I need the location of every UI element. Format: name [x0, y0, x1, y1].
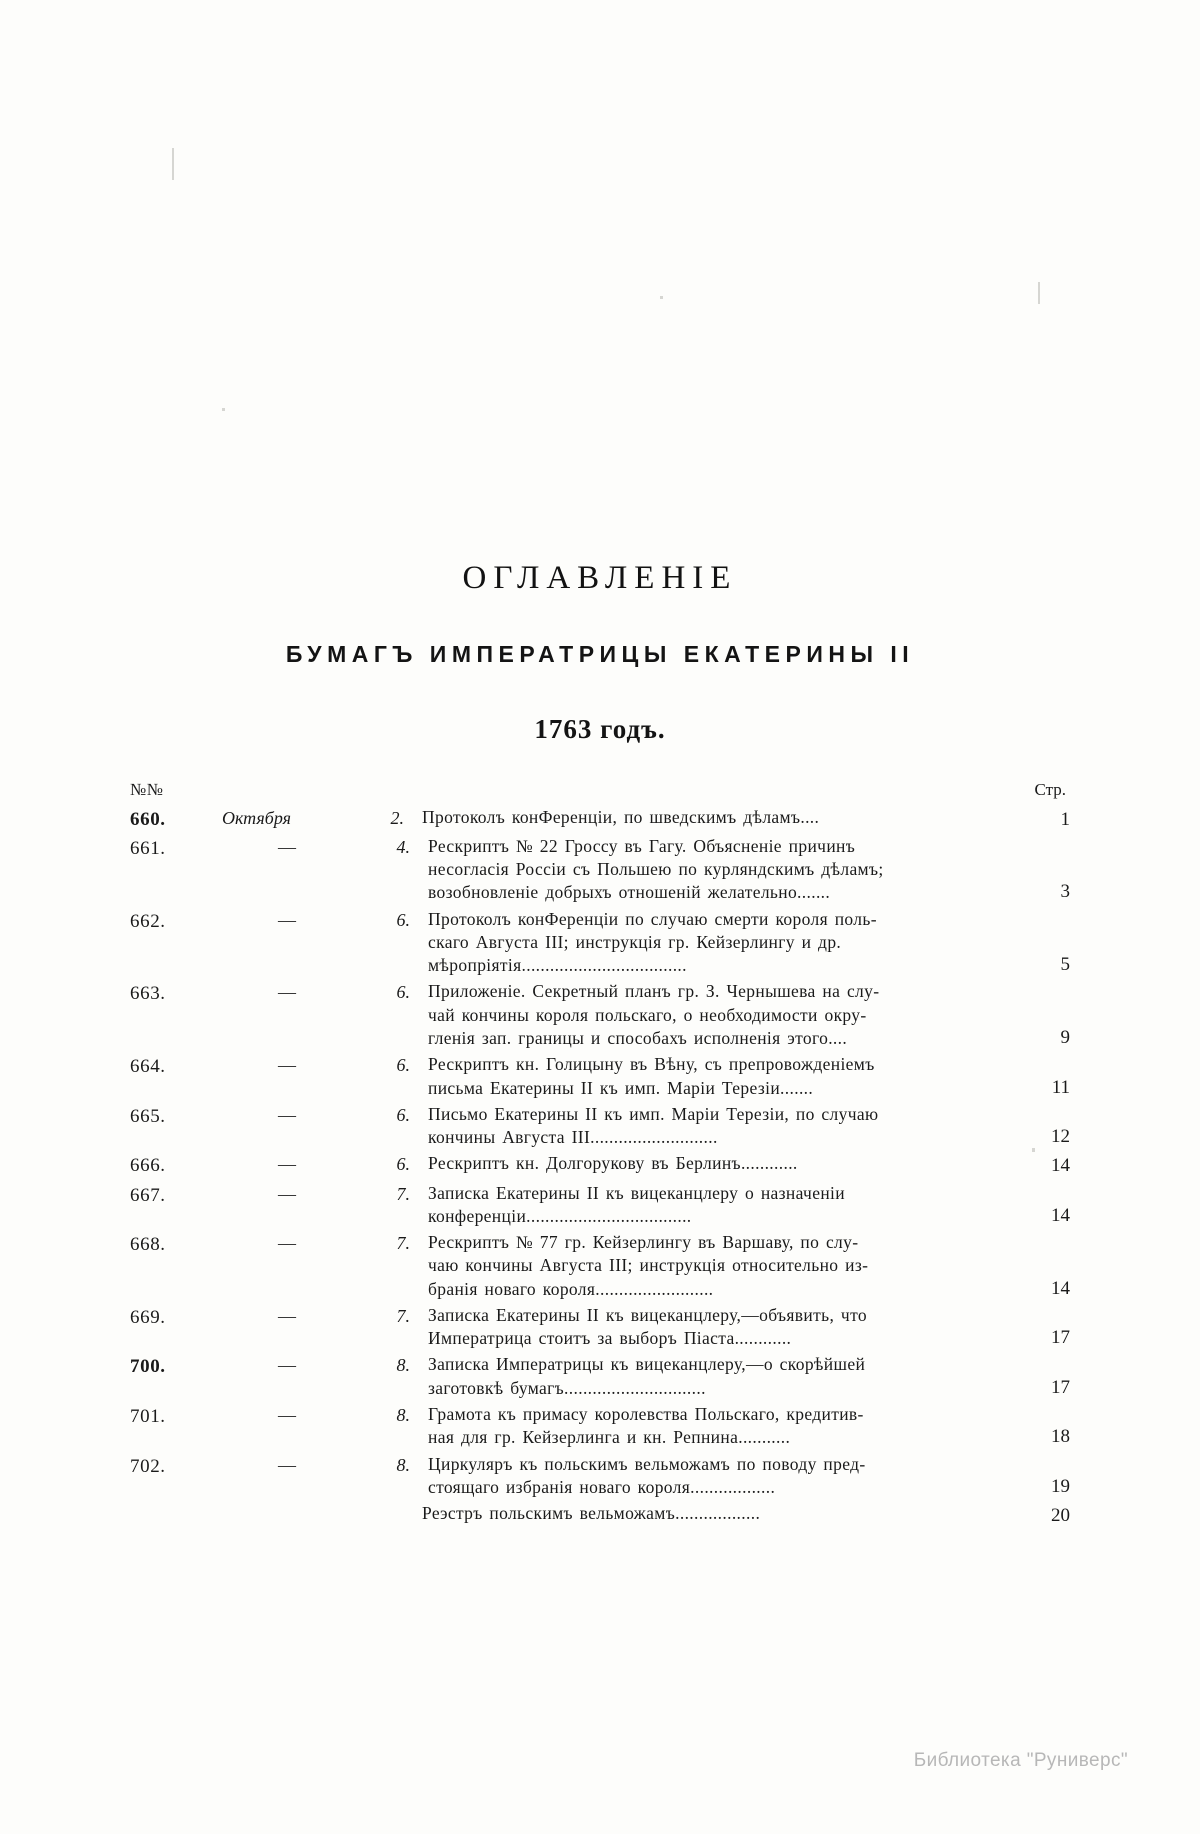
entry-number: 667. [130, 1184, 166, 1206]
entry-month: — [278, 909, 296, 930]
entry-title-line: скаго Августа III; инструкція гр. Кейзерлингу и др. [428, 931, 842, 952]
entry-number: 669. [130, 1306, 166, 1328]
entry-title-line: бранія новаго короля......................... [428, 1278, 714, 1299]
entry-title-line: гленія зап. границы и способахъ исполненія этого.... [428, 1028, 848, 1048]
entry-day [340, 1502, 422, 1503]
entry-title [428, 980, 1012, 1050]
entry-title [428, 1231, 1012, 1301]
entry-title [428, 1152, 1012, 1175]
entry-title-line: стоящаго избранія новаго короля.................. [428, 1476, 776, 1497]
entry-title [428, 1403, 1012, 1450]
library-credit: Библиотека "Руниверс" [913, 1750, 1128, 1771]
scan-artifact [172, 148, 174, 180]
entry-title-line: письма Екатерины II къ имп. Маріи Терезіи....... [428, 1077, 814, 1098]
entry-page: 17 [1051, 1327, 1070, 1349]
entry-title-line: Рескриптъ № 22 Гроссу въ Гагу. Объясненіе причинъ [428, 835, 856, 856]
toc-row[interactable] [130, 1353, 1070, 1400]
entry-page: 9 [1060, 1027, 1070, 1048]
entry-day: 7. [396, 1305, 410, 1326]
entry-day: 7. [396, 1233, 410, 1254]
toc-row[interactable] [130, 1453, 1070, 1500]
entry-number [130, 1502, 222, 1503]
entry-day: 6. [396, 1154, 410, 1175]
entry-number: 702. [130, 1455, 166, 1477]
entry-title [428, 1304, 1012, 1351]
entry-page: 12 [1051, 1126, 1070, 1148]
entry-month: — [278, 836, 296, 857]
scan-artifact [1038, 282, 1040, 304]
entry-title-line: Протоколъ конФеренціи, по шведскимъ дѣламъ.... [422, 806, 820, 827]
entry-title-line: Рескриптъ кн. Голицыну въ Вѣну, съ препровожденіемъ [428, 1054, 875, 1075]
toc-row[interactable] [130, 1053, 1070, 1100]
entry-title-line: заготовкѣ бумагъ.............................. [428, 1377, 706, 1398]
entry-day: 6. [396, 909, 410, 930]
entry-title-line: Императрица стоитъ за выборъ Пiаста............ [428, 1328, 792, 1349]
entry-number: 661. [130, 837, 166, 859]
entry-day: 8. [396, 1404, 410, 1425]
entry-title-line: Записка Екатерины II къ вицеканцлеру о назначеніи [428, 1182, 845, 1203]
entry-title [428, 908, 1012, 978]
entry-title-line: Письмо Екатерины II къ имп. Маріи Терезіи, по случаю [428, 1103, 879, 1124]
entry-page: 20 [1051, 1505, 1070, 1527]
toc-row[interactable] [130, 980, 1070, 1050]
toc-row[interactable] [130, 1152, 1070, 1178]
entry-page: 14 [1051, 1204, 1070, 1226]
page-subtitle: БУМАГЪ ИМПЕРАТРИЦЫ ЕКАТЕРИНЫ II [285, 641, 915, 667]
entry-title-line: кончины Августа III........................... [428, 1127, 718, 1148]
toc-row[interactable] [130, 1403, 1070, 1450]
entry-day: 8. [396, 1355, 410, 1376]
entry-month: Октября [222, 807, 291, 828]
entry-month: — [278, 1055, 296, 1076]
page-content [130, 560, 1070, 1531]
entry-month: — [278, 1183, 296, 1204]
entry-page: 1 [1060, 808, 1070, 830]
entry-month: — [278, 1355, 296, 1376]
entry-title-line: Грамота къ примасу королевства Польскаго, кредитив- [428, 1403, 864, 1424]
entry-title-line: Циркуляръ къ польскимъ вельможамъ по поводу пред- [428, 1453, 866, 1474]
toc-row[interactable] [130, 1182, 1070, 1229]
toc-row[interactable] [130, 806, 1070, 832]
entry-day: 6. [396, 982, 410, 1003]
entry-month: — [278, 1154, 296, 1175]
entry-month: — [278, 1104, 296, 1125]
entry-title-line: Рескриптъ № 77 гр. Кейзерлингу въ Варшаву, по слу- [428, 1232, 859, 1253]
entry-title-line: конференціи................................... [428, 1205, 692, 1226]
page-year: 1763 годъ. [534, 714, 666, 744]
entry-title-line: Записка Императрицы къ вицеканцлеру,—о скорѣйшей [428, 1354, 866, 1375]
entry-title [428, 1182, 1012, 1229]
entry-number: 668. [130, 1234, 166, 1256]
entry-day: 7. [396, 1183, 410, 1204]
page-title: ОГЛАВЛЕНІЕ [462, 560, 738, 596]
entry-month: — [278, 1305, 296, 1326]
entry-number: 700. [130, 1356, 166, 1378]
toc-row[interactable] [130, 1502, 1070, 1528]
entry-title-line: Реэстръ польскимъ вельможамъ.................. [422, 1503, 761, 1524]
entry-page: 14 [1051, 1277, 1070, 1299]
entry-page: 19 [1051, 1475, 1070, 1497]
toc-column-headers [130, 779, 1070, 802]
entry-number: 663. [130, 983, 166, 1005]
entry-number: 666. [130, 1155, 166, 1177]
toc-number-column-header: №№ [130, 780, 164, 799]
entry-month: — [278, 982, 296, 1003]
entry-number: 664. [130, 1056, 166, 1078]
entry-title-line: ная для гр. Кейзерлинга и кн. Репнина........... [428, 1427, 791, 1448]
entry-number: 660. [130, 808, 166, 830]
entry-day: 6. [396, 1104, 410, 1125]
entry-page: 11 [1051, 1076, 1070, 1098]
entry-title [428, 1453, 1012, 1500]
entry-title [428, 1103, 1012, 1150]
entry-page: 17 [1051, 1376, 1070, 1398]
entry-month: — [278, 1404, 296, 1425]
entry-month [222, 1502, 340, 1503]
entry-title-line: возобновленіе добрыхъ отношеній желательно....... [428, 882, 831, 903]
toc-row[interactable] [130, 835, 1070, 905]
entry-title [422, 806, 1012, 829]
entry-page: 3 [1060, 881, 1070, 903]
entry-title [428, 1053, 1012, 1100]
toc-row[interactable] [130, 1103, 1070, 1150]
entry-title-line: Рескриптъ кн. Долгорукову въ Берлинъ............ [428, 1153, 798, 1174]
entry-number: 665. [130, 1105, 166, 1127]
toc-row[interactable] [130, 908, 1070, 978]
entry-page: 14 [1051, 1155, 1070, 1177]
entry-title-line: Приложеніе. Секретный планъ гр. З. Чернышева на слу- [428, 981, 880, 1002]
entry-title-line: чаю кончины Августа III; инструкція относительно из- [428, 1255, 869, 1276]
entry-month: — [278, 1454, 296, 1475]
table-of-contents [130, 779, 1070, 1528]
toc-row[interactable] [130, 1304, 1070, 1351]
entry-page: 18 [1051, 1426, 1070, 1448]
entry-title-line: Протоколъ конФеренціи по случаю смерти короля поль- [428, 908, 877, 929]
entry-month: — [278, 1233, 296, 1254]
entry-title [422, 1502, 1012, 1525]
toc-page-column-header: Стр. [1034, 780, 1066, 799]
toc-row[interactable] [130, 1231, 1070, 1301]
entry-title-line: несогласія Россіи съ Польшею по курляндскимъ дѣламъ; [428, 859, 884, 880]
entry-day: 8. [396, 1454, 410, 1475]
entry-title-line: мѣропріятія................................... [428, 955, 687, 976]
entry-title [428, 835, 1012, 905]
entry-day: 4. [396, 836, 410, 857]
entry-title [428, 1353, 1012, 1400]
entry-title-line: Записка Екатерины II къ вицеканцлеру,—объявить, что [428, 1304, 867, 1325]
scan-artifact [660, 296, 663, 299]
entry-day: 6. [396, 1055, 410, 1076]
entry-number: 701. [130, 1405, 166, 1427]
scan-artifact [222, 408, 225, 411]
entry-page: 5 [1060, 954, 1070, 976]
entry-number: 662. [130, 910, 166, 932]
entry-day: 2. [390, 807, 404, 828]
entry-title-line: чай кончины короля польскаго, о необходимости окру- [428, 1004, 867, 1025]
